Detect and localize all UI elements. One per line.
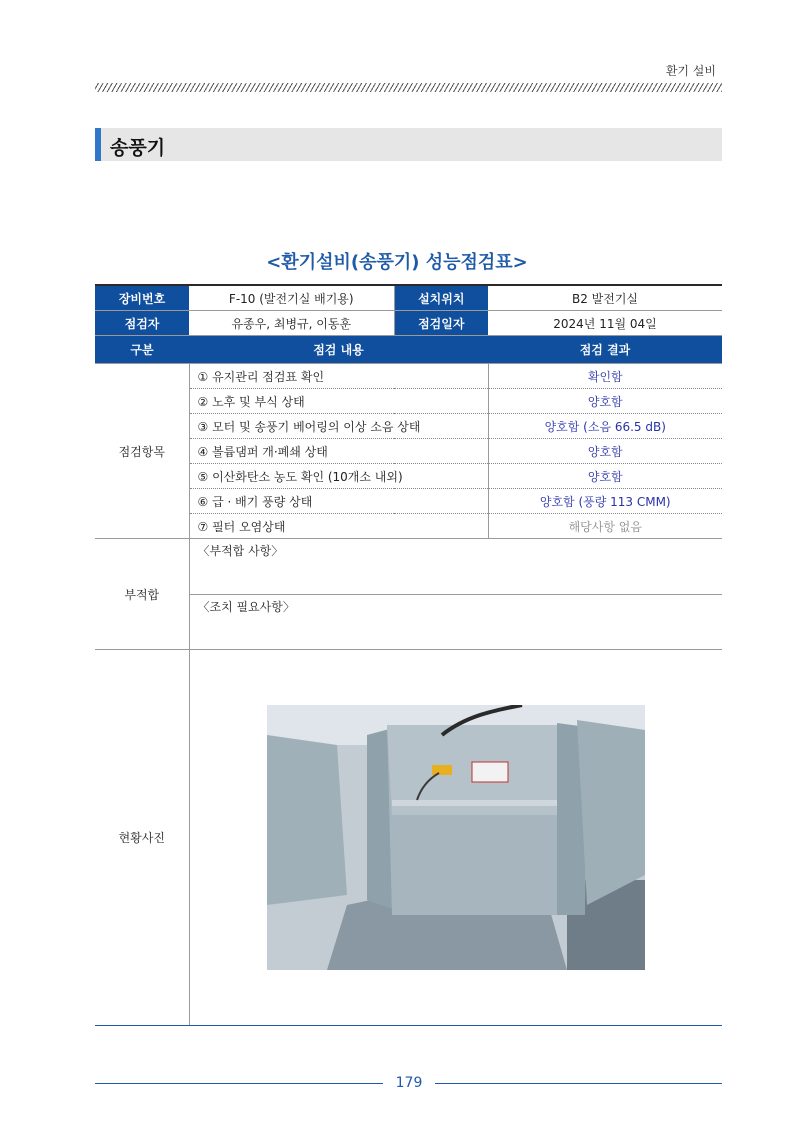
- item-result: 양호함: [488, 389, 722, 414]
- nonconform-items-label: 〈부적합 사항〉: [189, 539, 722, 595]
- inspector-label: 점검자: [95, 311, 189, 336]
- table-row: [95, 389, 722, 414]
- equipment-number-label: 장비번호: [95, 285, 189, 311]
- table-row: [95, 464, 722, 489]
- item-result: 확인함: [488, 364, 722, 389]
- inspector-row: [95, 311, 722, 336]
- equipment-row: [95, 285, 722, 311]
- content-header: 점검 내용: [189, 336, 488, 364]
- section-title: 송풍기: [110, 137, 166, 159]
- photo-cell: [189, 650, 722, 1026]
- table-row: [95, 414, 722, 439]
- item-text: ⑦ 필터 오염상태: [189, 514, 488, 539]
- photo-row: [95, 650, 722, 1026]
- install-location-label: 설치위치: [394, 285, 488, 311]
- inspection-date-label: 점검일자: [394, 311, 488, 336]
- table-row: [95, 364, 722, 389]
- install-location-value: B2 발전기실: [488, 285, 722, 311]
- footer-line-right: [435, 1083, 722, 1084]
- inspection-items-label: 점검항목: [95, 364, 189, 539]
- nonconform-row: [95, 539, 722, 595]
- item-text: ⑥ 급 · 배기 풍량 상태: [189, 489, 488, 514]
- header-hatch-divider: [95, 83, 722, 92]
- photo-label: 현황사진: [95, 650, 189, 1026]
- table-row: [95, 489, 722, 514]
- item-text: ② 노후 및 부식 상태: [189, 389, 488, 414]
- item-text: ④ 볼륨댐퍼 개·폐쇄 상태: [189, 439, 488, 464]
- item-text: ⑤ 이산화탄소 농도 확인 (10개소 내외): [189, 464, 488, 489]
- page-number: 179: [395, 1075, 423, 1091]
- inspector-value: 유종우, 최병규, 이동훈: [189, 311, 394, 336]
- inspection-table: [95, 284, 722, 1026]
- action-row: [95, 595, 722, 650]
- running-header: 환기 설비: [665, 64, 716, 78]
- duct-illustration: [267, 705, 645, 970]
- item-result: 양호함 (소음 66.5 dB): [488, 414, 722, 439]
- item-result: 양호함 (풍량 113 CMM): [488, 489, 722, 514]
- item-text: ③ 모터 및 송풍기 베어링의 이상 소음 상태: [189, 414, 488, 439]
- table-row: [95, 439, 722, 464]
- inspection-date-value: 2024년 11월 04일: [488, 311, 722, 336]
- nonconform-label: 부적합: [95, 539, 189, 650]
- item-result: 양호함: [488, 439, 722, 464]
- item-result: 해당사항 없음: [488, 514, 722, 539]
- footer-line-left: [95, 1083, 383, 1084]
- item-text: ① 유지관리 점검표 확인: [189, 364, 488, 389]
- item-result: 양호함: [488, 464, 722, 489]
- air-duct-fan-photo: [267, 705, 645, 970]
- section-accent-bar: [95, 128, 101, 161]
- category-header: 구분: [95, 336, 189, 364]
- table-header-row: [95, 336, 722, 364]
- action-required-label: 〈조치 필요사항〉: [189, 595, 722, 650]
- result-header: 점검 결과: [488, 336, 722, 364]
- equipment-number-value: F-10 (발전기실 배기용): [189, 285, 394, 311]
- section-heading: [95, 128, 722, 161]
- document-title: <환기설비(송풍기) 성능점검표>: [266, 252, 528, 273]
- table-row: [95, 514, 722, 539]
